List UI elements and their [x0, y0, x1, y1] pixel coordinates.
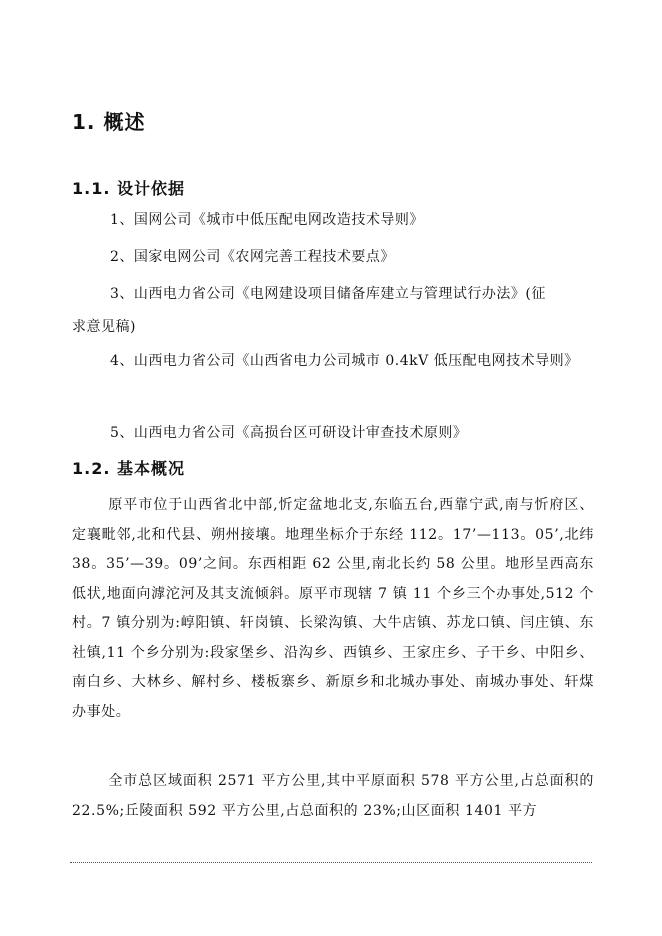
basis-item-3-continued: 求意见稿) — [72, 319, 136, 335]
basis-item-3: 3、山西电力省公司《电网建设项目储备库建立与管理试行办法》(征 — [110, 286, 546, 302]
overview-paragraph-area: 全市总区域面积 2571 平方公里,其中平原面积 578 平方公里,占总面积的 22.5%;丘陵面积 592 平方公里,占总面积的 23%;山区面积 1401 平方 — [72, 773, 594, 819]
basis-item-2: 2、国家电网公司《农网完善工程技术要点》 — [110, 249, 395, 265]
footer-divider — [70, 862, 592, 863]
basis-item-4: 4、山西电力省公司《山西省电力公司城市 0.4kV 低压配电网技术导则》 — [110, 353, 579, 369]
basis-item-5: 5、山西电力省公司《高损台区可研设计审查技术原则》 — [110, 425, 468, 441]
section-heading-overview: 1. 概述 — [72, 110, 146, 134]
overview-paragraph-location: 原平市位于山西省北中部,忻定盆地北支,东临五台,西靠宁武,南与忻府区、定襄毗邻,北和代县、朔州接壤。地理坐标介于东经 112。17’—113。05’,北纬 38。35’—39。09’之间。东西相距 62 公里,南北长约 58 公里。地形呈西高东低状,地面向滹沱河及其支流倾斜。原平市现辖 7 镇 11 个乡三个办事处,512 个村。7 镇分别为:崞阳镇、轩岗镇、长梁沟镇、大牛店镇、苏龙口镇、闫庄镇、东社镇,11 个乡分别为:段家堡乡、沿沟乡、西镇乡、王家庄乡、子干乡、中阳乡、南白乡、大林乡、解村乡、楼板寨乡、新原乡和北城办事处、南城办事处、轩煤办事处。 — [72, 497, 594, 720]
section-heading-design-basis: 1.1. 设计依据 — [72, 179, 185, 198]
basis-item-1: 1、国网公司《城市中低压配电网改造技术导则》 — [110, 212, 424, 228]
section-heading-basic-overview: 1.2. 基本概况 — [72, 459, 185, 478]
